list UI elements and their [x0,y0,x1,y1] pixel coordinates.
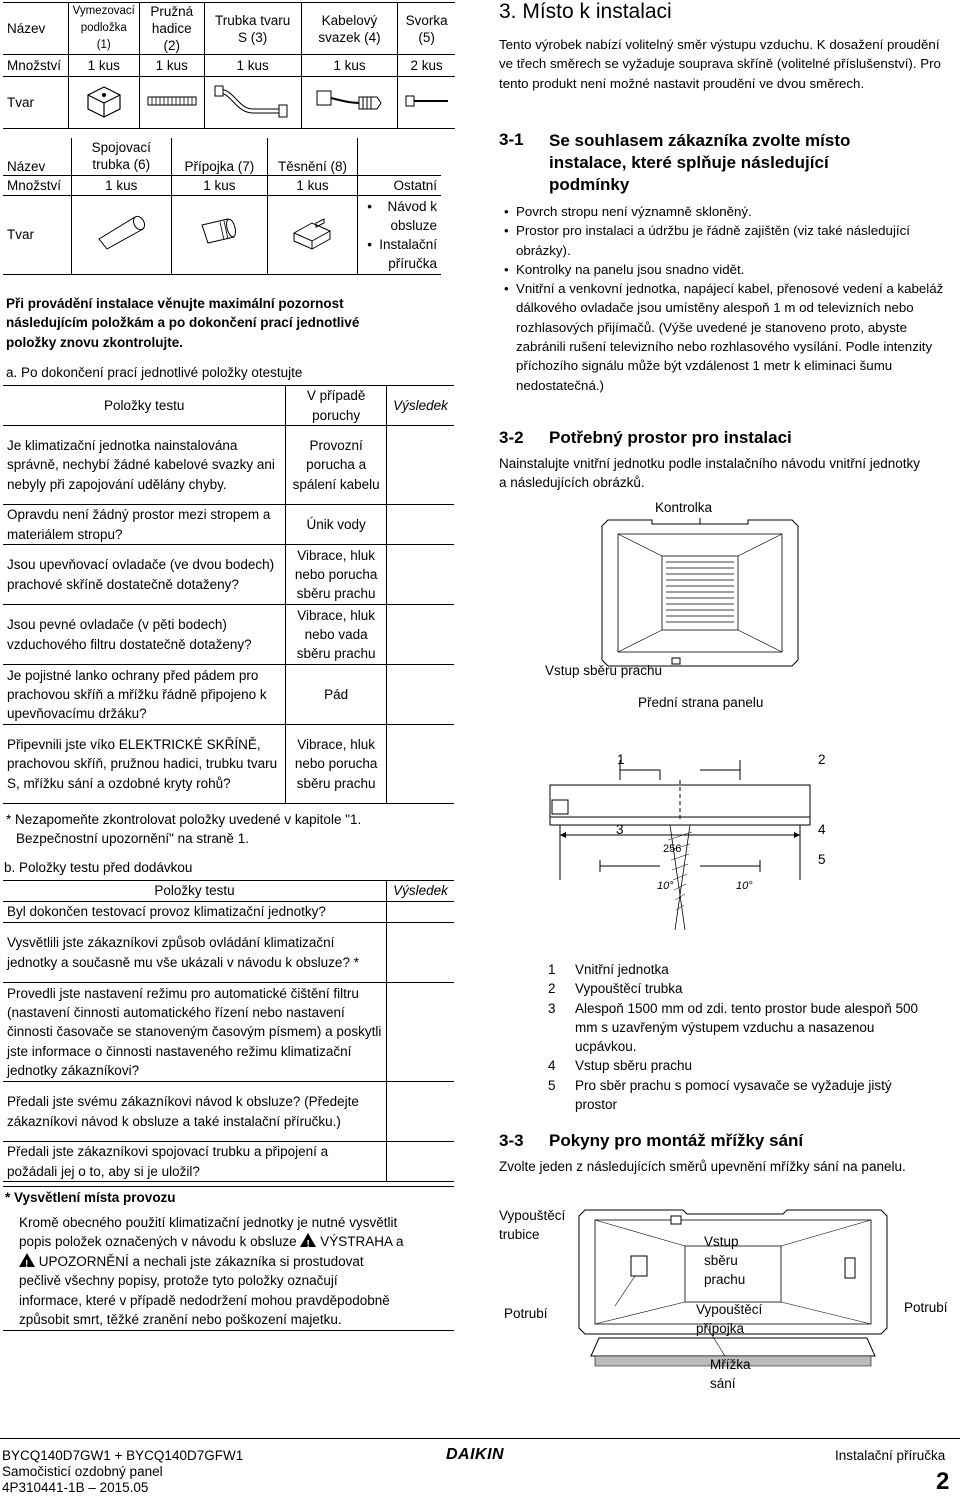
ops-note-title: * Vysvětlení místa provozu [5,1190,176,1205]
s31-bullet: • Prostor pro instalaci a údržbu je řádně zajištěn (viz také následující obrázky). [499,221,944,260]
col-name: Přípojka (7) [171,138,267,175]
s31-title: Se souhlasem zákazníka zvolte místo instalace, které splňuje následující podmínky [549,131,851,194]
footer-model: BYCQ140D7GW1 + BYCQ140D7GFW1 [2,1448,244,1463]
ops-note-line: způsobit smrt, těžké zranění nebo poškození majetku. [19,1312,342,1328]
col-item-header: Položky testu [3,386,286,426]
qty-cell: Ostatní [358,175,441,195]
col-result-header: Výsledek [387,881,454,902]
s33-number: 3-3 [499,1131,524,1150]
s32-text: Nainstalujte vnitřní jednotku podle instalačního návodu vnitřní jednotky a následujících obrázků. [499,456,921,491]
legend-num: 4 [548,1058,556,1074]
check-b-table [3,880,454,1182]
fig3-label-potrubi-right: Potrubí [904,1300,948,1315]
footer-doc-type: Instalační příručka [835,1448,946,1463]
result-checkbox[interactable] [386,545,454,605]
row-label-name: Název [3,3,68,55]
legend-text: Vnitřní jednotka [575,962,669,977]
warning-icon [300,1233,316,1247]
connecting-pipe-image [71,195,171,274]
footer-left [2,1448,243,1496]
row-label-qty: Množství [3,175,71,195]
qty-cell: 1 kus [301,55,398,77]
caution-icon [19,1253,35,1267]
fitting-image [171,195,267,274]
check-item: Vysvětlili jste zákazníkovi způsob ovládání klimatizační jednotky a současně mu vše ukázali v návodu k obsluze? * [3,923,387,983]
s31-bullet: • Povrch stropu není významně skloněný. [499,202,944,221]
page-number: 2 [936,1468,950,1495]
footer-code: 4P310441-1B – 2015.05 [2,1480,149,1495]
spacer-pad-image [68,77,139,129]
row-label-qty: Množství [3,55,68,77]
legend-num: 3 [548,1000,556,1016]
qty-cell: 1 kus [267,175,357,195]
result-checkbox[interactable] [387,923,454,983]
s32-title: Potřebný prostor pro instalaci [549,428,792,447]
row-label-name: Název [3,138,71,175]
ops-note-text: VÝSTRAHA a [320,1234,404,1250]
fig3-label-potrubi-left: Potrubí [504,1306,548,1321]
fig2-label-1: 1 [617,752,625,767]
ops-note-body [19,1213,459,1329]
seal-image [267,195,357,274]
flexible-hose-image [139,77,204,129]
fig3-label-mrizka: Mřížka sání [710,1357,751,1391]
check-item: Předali jste svému zákazníkovi návod k obsluze? (Předejte zákazníkovi návod k obsluze a také instalační příručku.) [3,1082,387,1142]
section-3-heading: 3. Místo k instalaci [499,0,672,23]
qty-cell: 1 kus [68,55,139,77]
col-name: Spojovací trubka (6) [71,138,171,175]
legend-num: 1 [548,962,556,977]
cable-harness-image [301,77,398,129]
col-result-header: Výsledek [386,386,454,426]
fig3-label-vyp-trubice: Vypouštěcí trubice [499,1208,566,1242]
ops-note-line: informace, které v případě nedodržení mohou pravděpodobně [19,1292,390,1308]
fig1-label-vstup: Vstup sběru prachu [545,663,663,678]
check-item: Jsou pevné ovladače (v pěti bodech) vzduchového filtru dostatečně dotaženy? [3,605,286,665]
s33-title: Pokyny pro montáž mřížky sání [549,1131,804,1150]
fig3-label-vstup: Vstup sběru prachu [704,1234,746,1287]
s31-bullet: • Kontrolky na panelu jsou snadno vidět. [499,260,944,279]
col-name: Kabelový svazek (4) [301,3,398,55]
col-name: Trubka tvaru S (3) [204,3,301,55]
s-pipe-image [204,77,301,129]
result-checkbox[interactable] [387,902,454,923]
ops-note-line [19,1252,459,1271]
col-item-header: Položky testu [3,881,387,902]
result-checkbox[interactable] [386,605,454,665]
s33-text: Zvolte jeden z následujících směrů upevnění mřížky sání na panelu. [499,1159,906,1174]
qty-cell: 2 kus [398,55,455,77]
row-label-shape: Tvar [3,77,68,129]
fig1-label-kontrolka: Kontrolka [655,500,713,515]
row-label-shape: Tvar [3,195,71,274]
ops-note-line: Kromě obecného použití klimatizační jednotky je nutné vysvětlit [19,1215,398,1230]
other-docs-cell [358,195,441,274]
fig1-label-predni: Přední strana panelu [638,695,764,710]
fig2-label-3: 3 [616,822,624,837]
ops-note-text: popis položek označených v návodu k obsluze [19,1234,297,1250]
col-name: Svorka (5) [398,3,455,55]
s32-number: 3-2 [499,428,524,447]
legend-num: 2 [548,981,556,997]
col-name: Těsnění (8) [267,138,357,175]
ops-note-line [19,1232,459,1251]
check-case: Provozní porucha a spálení kabelu [286,426,387,505]
fig2-label-2: 2 [818,752,826,767]
check-item: Je pojistné lanko ochrany před pádem pro prachovou skříň a mřížku řádně připojeno k upevňovacímu držáku? [3,665,286,725]
fig2-label-4: 4 [818,822,826,837]
check-case: Vibrace, hluk nebo porucha sběru prachu [286,725,387,804]
check-case: Únik vody [286,505,387,545]
result-checkbox[interactable] [387,983,454,1082]
check-a-table [3,385,454,804]
legend-num: 5 [548,1077,556,1093]
col-name: Vymezovací podložka (1) [68,3,139,55]
qty-cell: 1 kus [139,55,204,77]
s31-bullet: • Vnitřní a venkovní jednotka, napájecí kabel, přenosové vedení a kabeláž dálkového ovladače jsou umístěny alespoň 1 m od televizních nebo rozhlasových přijímačů. (Výše uvedené je stanoveno proto, abyste zabránili rušení televizního nebo rozhlasového vysílání. Podle intenzity příchozího signálu může být vzdálenost 1 metr k eliminaci šumu nedostatečná.) [499,279,944,395]
col-case-header: V případě poruchy [286,386,387,426]
clamp-image [398,77,455,129]
fig2-dim-256: 256 [663,843,682,855]
accessories-table-1 [3,2,455,129]
col-name: Pružná hadice (2) [139,3,204,55]
check-a-note: * Nezapomeňte zkontrolovat položky uvedené v kapitole "1. Bezpečnostní upozornění" na straně 1. [6,812,362,847]
other-doc-item: • Instalační příručka [362,235,437,274]
check-item: Provedli jste nastavení režimu pro automatické čištění filtru (nastavení činnosti automatického řízení nebo nastavení činnosti časovače se stanoveným časovým písmem) a poskytli jste informace o činnosti nastaveného režimu klimatizační jednotky zákazníkovi? [3,983,387,1082]
check-case: Vibrace, hluk nebo porucha sběru prachu [286,545,387,605]
qty-cell: 1 kus [171,175,267,195]
other-doc-item: • Návod k obsluze [362,197,437,236]
result-checkbox[interactable] [386,426,454,505]
result-checkbox[interactable] [387,1142,454,1182]
check-item: Byl dokončen testovací provoz klimatizační jednotky? [3,902,387,923]
legend-text: Vstup sběru prachu [575,1058,693,1074]
legend-text: Pro sběr prachu s pomocí vysavače se vyžaduje jistý prostor [575,1077,892,1113]
ops-note-line: pečlivě všechny popisy, protože tyto položky označují [19,1273,338,1289]
brand-logo: DAIKIN [446,1446,505,1463]
qty-cell: 1 kus [204,55,301,77]
fig2-angle-left: 10° [657,880,674,892]
check-item: Opravdu není žádný prostor mezi stropem a materiálem stropu? [3,505,286,545]
footer-rule [0,1438,960,1439]
col-name [358,138,441,175]
check-b-heading: b. Položky testu před dodávkou [4,860,193,875]
fig2-angle-right: 10° [736,880,753,892]
legend-text: Vypouštěcí trubka [575,981,683,997]
check-case: Vibrace, hluk nebo vada sběru prachu [286,605,387,665]
check-case: Pád [286,665,387,725]
clearance-side-view-diagram [520,740,830,930]
check-a-heading: a. Po dokončení prací jednotlivé položky otestujte [6,365,303,380]
result-checkbox[interactable] [387,1082,454,1142]
check-item: Připevnili jste víko ELEKTRICKÉ SKŘÍNĚ, prachovou skříň, pružnou hadici, trubku tvaru S, mřížku sání a ozdobné kryty rohů? [3,725,286,804]
fig2-legend [548,960,948,1114]
check-item: Jsou upevňovací ovladače (ve dvou bodech) prachové skříně dostatečně dotaženy? [3,545,286,605]
check-item: Je klimatizační jednotka nainstalována správně, nechybí žádné kabelové svazky ani nebyly při zapojování udělány chyby. [3,426,286,505]
result-checkbox[interactable] [386,505,454,545]
check-item: Předali jste zákazníkovi spojovací trubku a připojení a požádali jej o to, aby si je uložil? [3,1142,387,1182]
attention-text: Při provádění instalace věnujte maximální pozornost následujícím položkám a po dokončení prací jednotlivé položky znovu zkontrolujte. [6,296,360,350]
accessories-table-2 [3,138,441,275]
section-3-intro: Tento výrobek nabízí volitelný směr výstupu vzduchu. K dosažení proudění ve třech směrech se vyžaduje souprava skříně (volitelné příslušenství). Pro tento produkt není možné nastavit proudění ve dvou směrech. [499,37,941,91]
qty-cell: 1 kus [71,175,171,195]
result-checkbox[interactable] [386,665,454,725]
fig3-label-vyp-pripojka: Vypouštěcí přípojka [696,1302,763,1336]
ops-note-box [3,1186,454,1331]
legend-text: Alespoň 1500 mm od zdi. tento prostor bude alespoň 500 mm s uzavřeným výstupem vzduchu a nasazenou ucpávkou. [575,1000,918,1055]
fig2-label-5: 5 [818,852,826,867]
ops-note-text: UPOZORNĚNÍ a nechali jste zákazníka si prostudovat [38,1253,364,1269]
footer-product: Samočisticí ozdobný panel [2,1464,163,1479]
s31-bullets [499,202,944,395]
s31-number: 3-1 [499,130,524,149]
panel-top-view-diagram [600,518,800,678]
result-checkbox[interactable] [386,725,454,804]
